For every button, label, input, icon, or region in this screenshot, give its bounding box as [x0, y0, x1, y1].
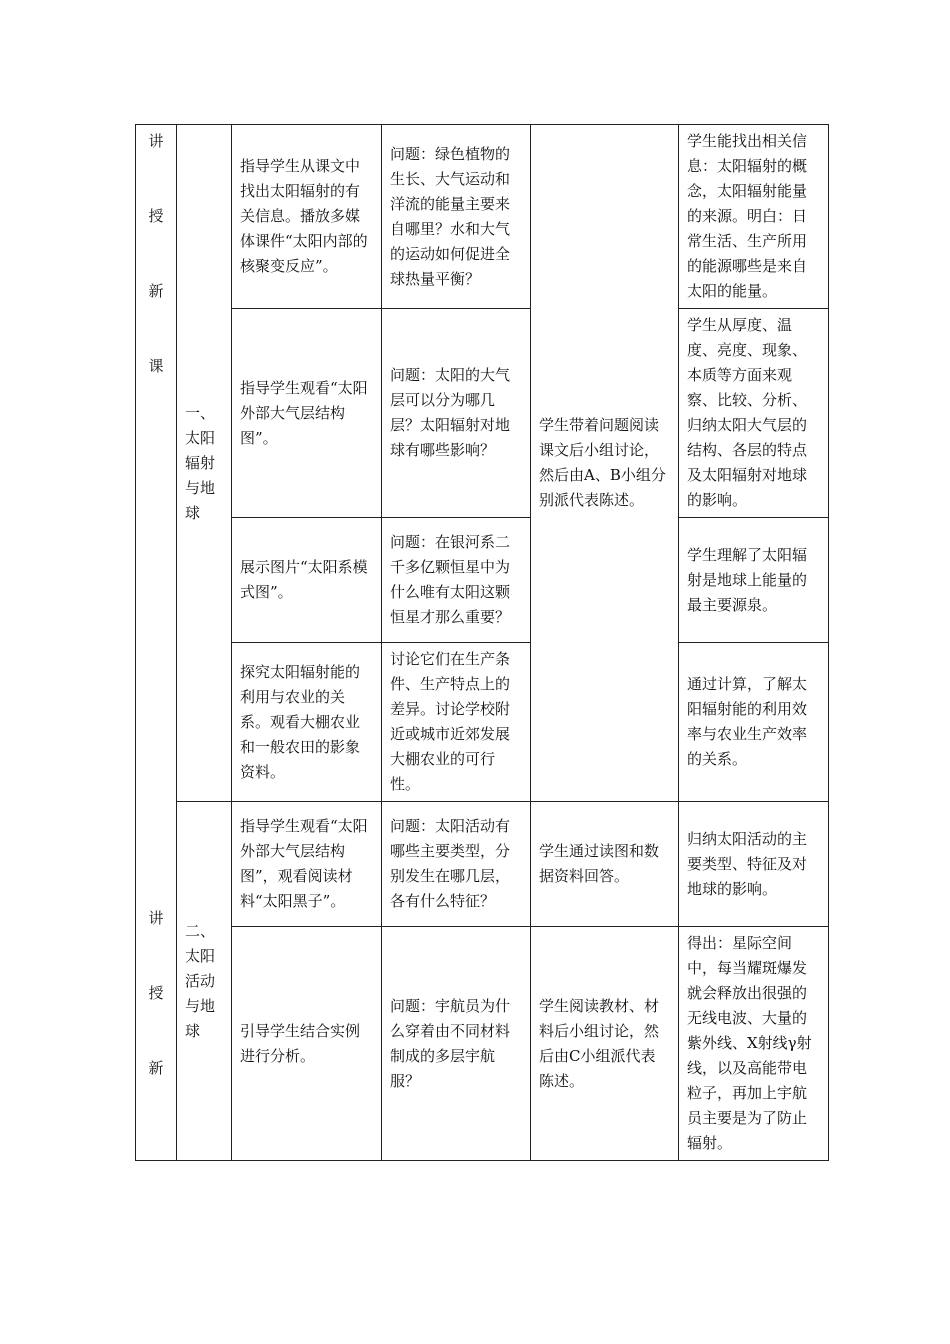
teacher-activity: 指导学生从课文中找出太阳辐射的有关信息。播放多媒体课件“太阳内部的核聚变反应”。 [232, 125, 382, 309]
outcome-cell: 学生能找出相关信息：太阳辐射的概念，太阳辐射能量的来源。明白：日常生活、生产所用的能源哪些是来自太阳的能量。 [679, 125, 829, 309]
table-row [136, 518, 829, 643]
question-cell: 问题：太阳活动有哪些主要类型，分别发生在哪几层，各有什么特征？ [382, 802, 531, 927]
teacher-activity: 引导学生结合实例进行分析。 [232, 927, 382, 1161]
table-row [136, 643, 829, 802]
table-row [136, 802, 829, 927]
teacher-activity: 指导学生观看“太阳外部大气层结构图”，观看阅读材料“太阳黑子”。 [232, 802, 382, 927]
teacher-activity: 展示图片“太阳系模式图”。 [232, 518, 382, 643]
student-activity: 学生带着问题阅读课文后小组讨论，然后由A、B小组分别派代表陈述。 [531, 125, 679, 802]
question-cell: 问题：绿色植物的生长、大气运动和洋流的能量主要来自哪里？水和大气的运动如何促进全球热量平衡？ [382, 125, 531, 309]
table-row [136, 125, 829, 309]
outcome-cell: 得出：星际空间中，每当耀斑爆发就会释放出很强的无线电波、大量的紫外线、X射线γ射线，以及高能带电粒子，再加上宇航员主要是为了防止辐射。 [679, 927, 829, 1161]
left-label-upper: 讲 授 新 课 [148, 132, 164, 375]
teacher-activity: 指导学生观看“太阳外部大气层结构图”。 [232, 309, 382, 518]
left-label-column [136, 125, 177, 1161]
table-row [136, 927, 829, 1161]
outcome-cell: 学生从厚度、温度、亮度、现象、本质等方面来观察、比较、分析、归纳太阳大气层的结构、各层的特点及太阳辐射对地球的影响。 [679, 309, 829, 518]
lesson-plan-table [135, 124, 829, 1161]
student-activity: 学生阅读教材、材料后小组讨论，然后由C小组派代表陈述。 [531, 927, 679, 1161]
outcome-cell: 学生理解了太阳辐射是地球上能量的最主要源泉。 [679, 518, 829, 643]
outcome-cell: 通过计算，了解太阳辐射能的利用效率与农业生产效率的关系。 [679, 643, 829, 802]
student-activity: 学生通过读图和数据资料回答。 [531, 802, 679, 927]
section-title-2: 二、太阳活动与地球 [177, 802, 232, 1161]
question-cell: 讨论它们在生产条件、生产特点上的差异。讨论学校附近或城市近郊发展大棚农业的可行性。 [382, 643, 531, 802]
outcome-cell: 归纳太阳活动的主要类型、特征及对地球的影响。 [679, 802, 829, 927]
question-cell: 问题：太阳的大气层可以分为哪几层？太阳辐射对地球有哪些影响？ [382, 309, 531, 518]
teacher-activity: 探究太阳辐射能的利用与农业的关系。观看大棚农业和一般农田的影象资料。 [232, 643, 382, 802]
left-label-lower: 讲 授 新 [148, 909, 164, 1077]
question-cell: 问题：在银河系二千多亿颗恒星中为什么唯有太阳这颗恒星才那么重要？ [382, 518, 531, 643]
section-title-1: 一、太阳辐射与地球 [177, 125, 232, 802]
question-cell: 问题：宇航员为什么穿着由不同材料制成的多层宇航服？ [382, 927, 531, 1161]
table-row [136, 309, 829, 518]
